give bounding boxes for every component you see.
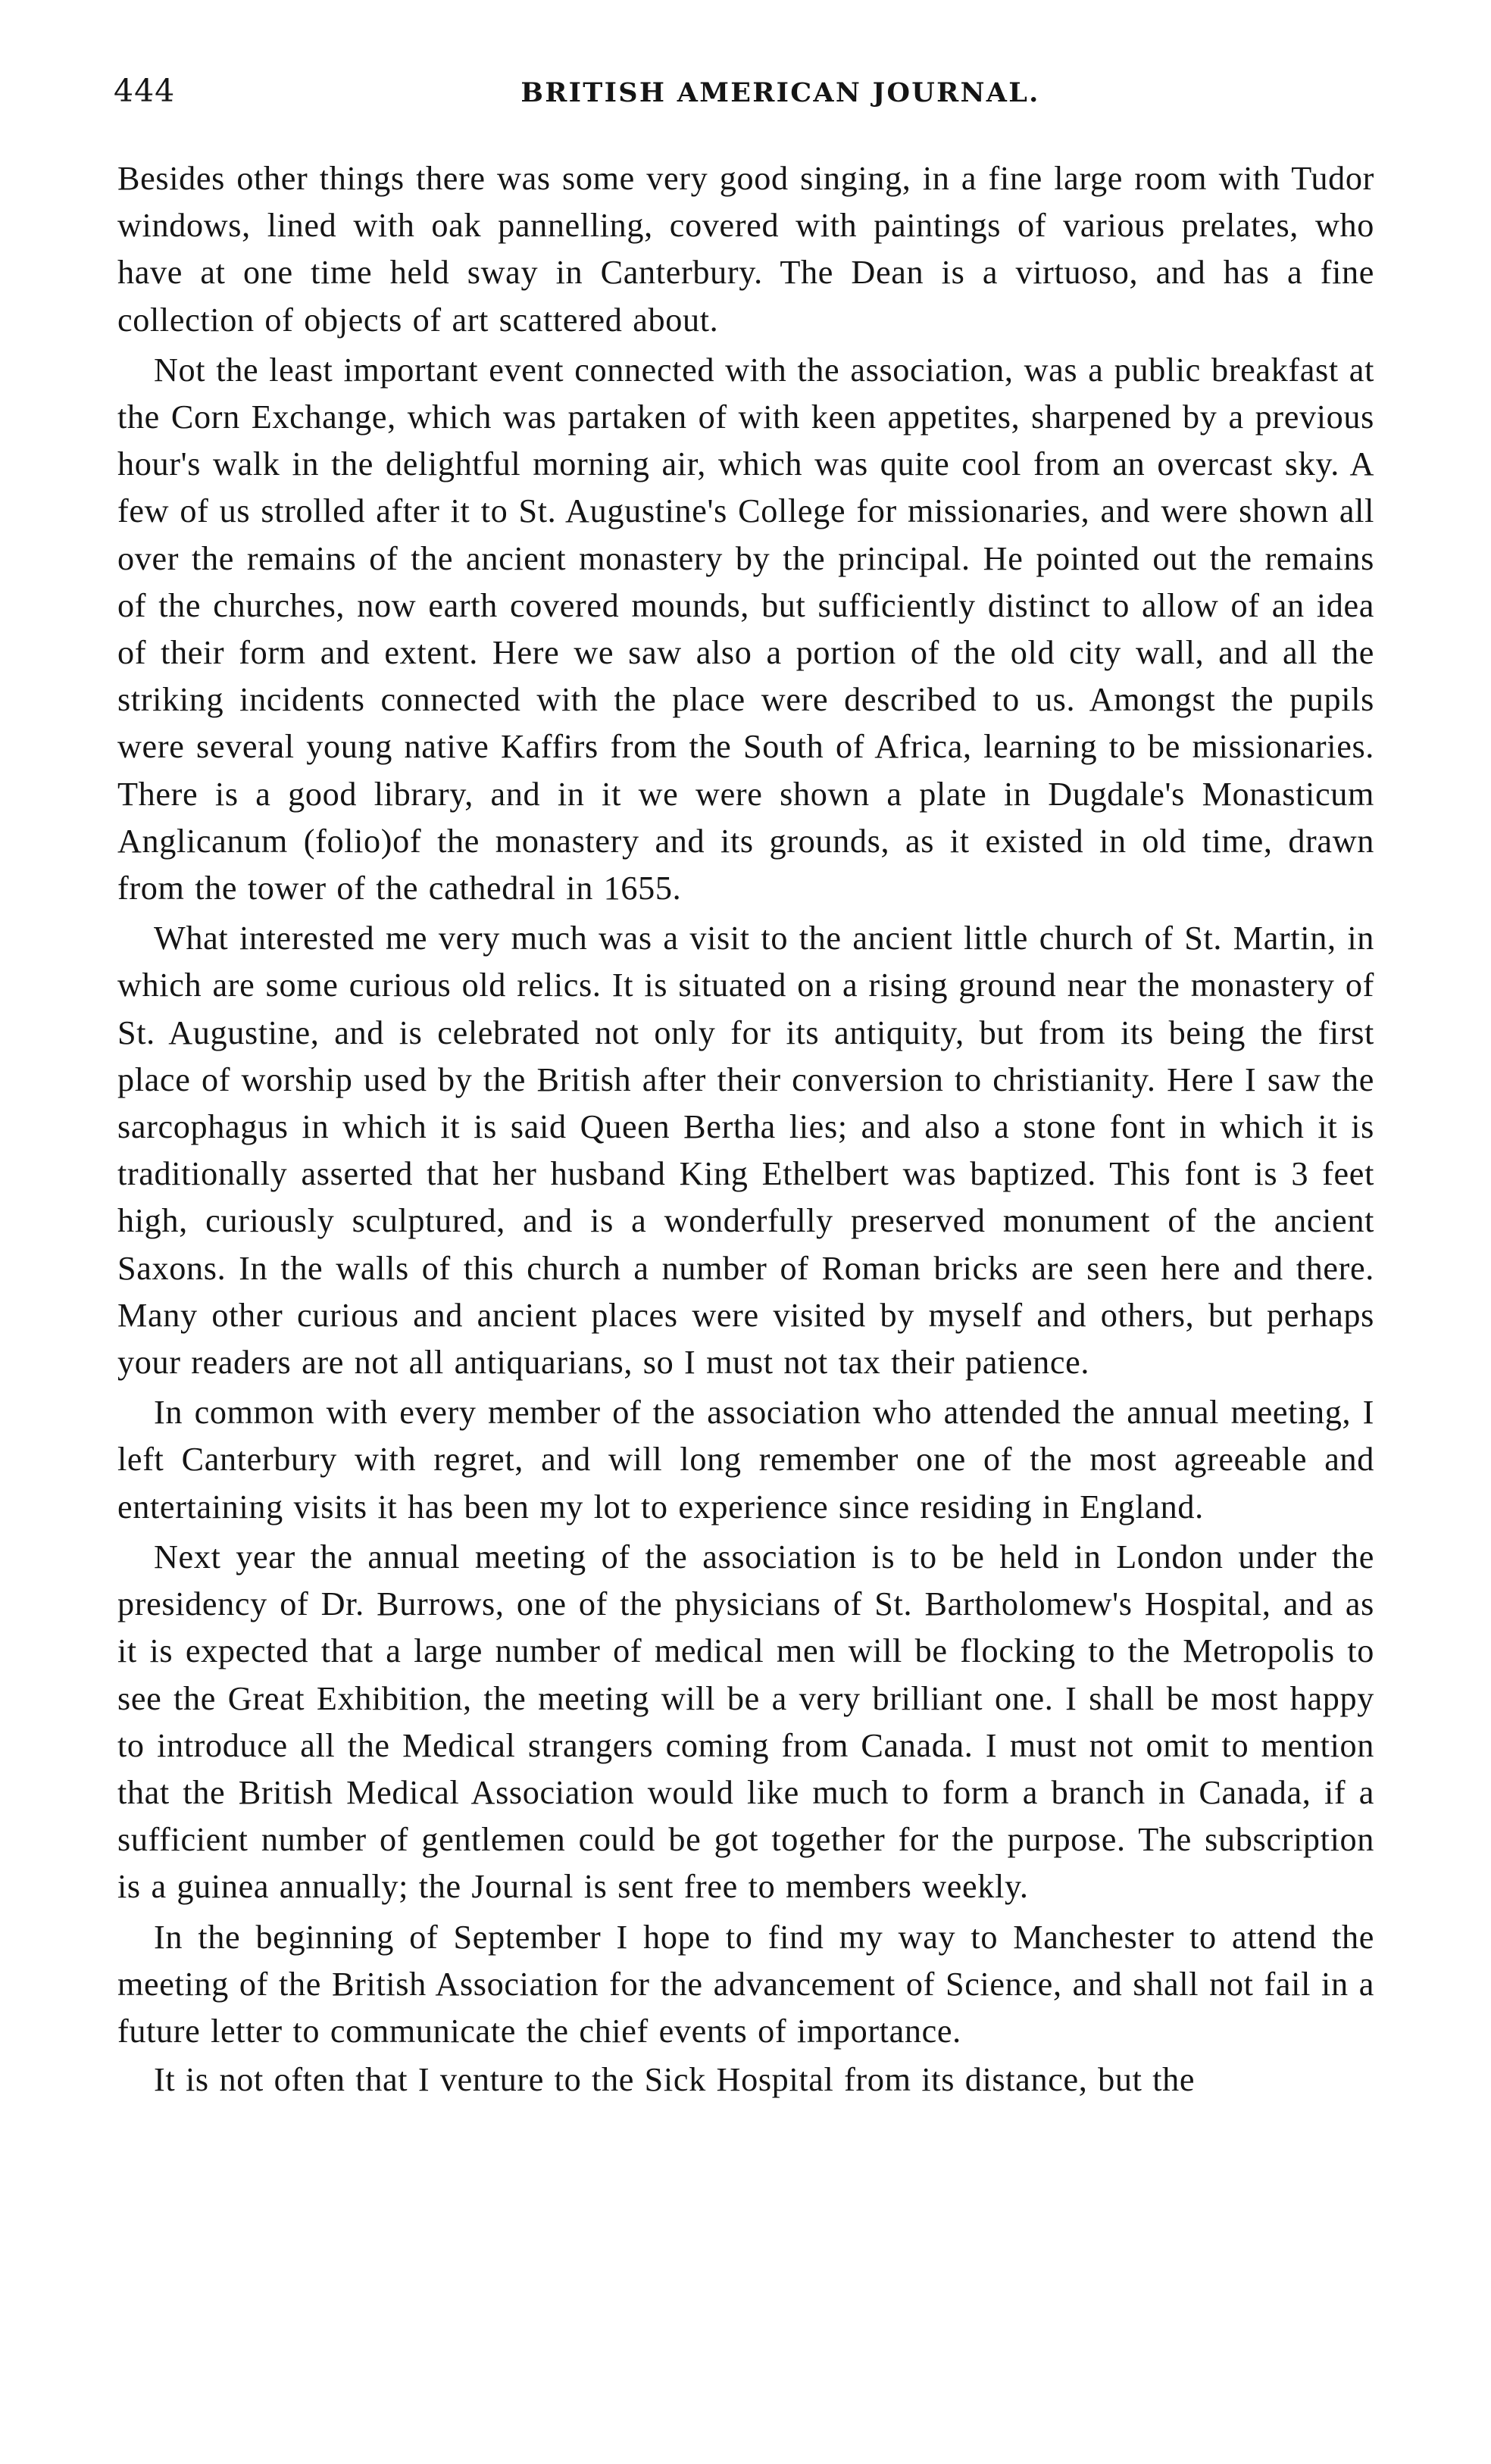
paragraph-canterbury-singing: Besides other things there was some very good singing, in a fine large room with Tudor windows, lined with oak pannelling, covered with paintings of various prelates, who have at one time held sway in Canterbury. The Dean is a virtuoso, and has a fine collection of objects of art scattered about. [117, 160, 1374, 339]
page-number: 444 [114, 73, 176, 109]
article-body [117, 155, 1374, 2103]
paragraph-manchester-meeting: In the beginning of September I hope to find my way to Manchester to attend the meeting of the British Association for the advancement of Science, and shall not fail in a future letter to communicate the chief events of importance. [117, 1918, 1374, 2050]
paragraph-next-annual-meeting: Next year the annual meeting of the association is to be held in London under the presidency of Dr. Burrows, one of the physicians of St. Bartholomew's Hospital, and as it is expected that a large number of medical men will be flocking to the Metropolis to see the Great Exhibition, the meeting will be a very brilliant one. I shall be most happy to introduce all the Medical strangers coming from Canada. I must not omit to mention that the British Medical Association would like much to form a branch in Canada, if a sufficient number of gentlemen could be got together for the purpose. The subscription is a guinea annually; the Journal is sent free to members weekly. [117, 1538, 1374, 1906]
paragraph-st-martin-church: What interested me very much was a visit to the ancient little church of St. Martin, in which are some curious old relics. It is situated on a rising ground near the monastery of St. Augustine, and is celebrated not only for its antiquity, but from its being the first place of worship used by the British after their conversion to christianity. Here I saw the sarcophagus in which it is said Queen Bertha lies; and also a stone font in which it is traditionally asserted that her husband King Ethelbert was baptized. This font is 3 feet high, curiously sculptured, and is a wonderfully preserved monument of the ancient Saxons. In the walls of this church a number of Roman bricks are seen here and there. Many other curious and ancient places were visited by myself and others, but perhaps your readers are not all antiquarians, so I must not tax their patience. [117, 920, 1374, 1382]
paragraph-leaving-canterbury: In common with every member of the association who attended the annual meeting, I left Canterbury with regret, and will long remember one of the most agreeable and entertaining visits it has been my lot to experience since residing in England. [117, 1394, 1374, 1526]
paragraph-public-breakfast: Not the least important event connected with the association, was a public breakfast at the Corn Exchange, which was partaken of with keen appetites, sharpened by a previous hour's walk in the delightful morning air, which was quite cool from an overcast sky. A few of us strolled after it to St. Augustine's College for missionaries, and were shown all over the remains of the ancient monastery by the principal. He pointed out the remains of the churches, now earth covered mounds, but sufficiently distinct to allow of an idea of their form and extent. Here we saw also a portion of the old city wall, and all the striking incidents connected with the place were described to us. Amongst the pupils were several young native Kaffirs from the South of Africa, learning to be missionaries. There is a good library, and in it we were shown a plate in Dugdale's Monasticum Anglicanum (folio)of the monastery and its grounds, as it existed in old time, drawn from the tower of the cathedral in 1655. [117, 351, 1374, 907]
page-header [114, 70, 1374, 130]
running-head: BRITISH AMERICAN JOURNAL. [520, 77, 1040, 108]
paragraph-sick-hospital-fragment: It is not often that I venture to the Sick Hospital from its distance, but the [154, 2061, 1196, 2099]
